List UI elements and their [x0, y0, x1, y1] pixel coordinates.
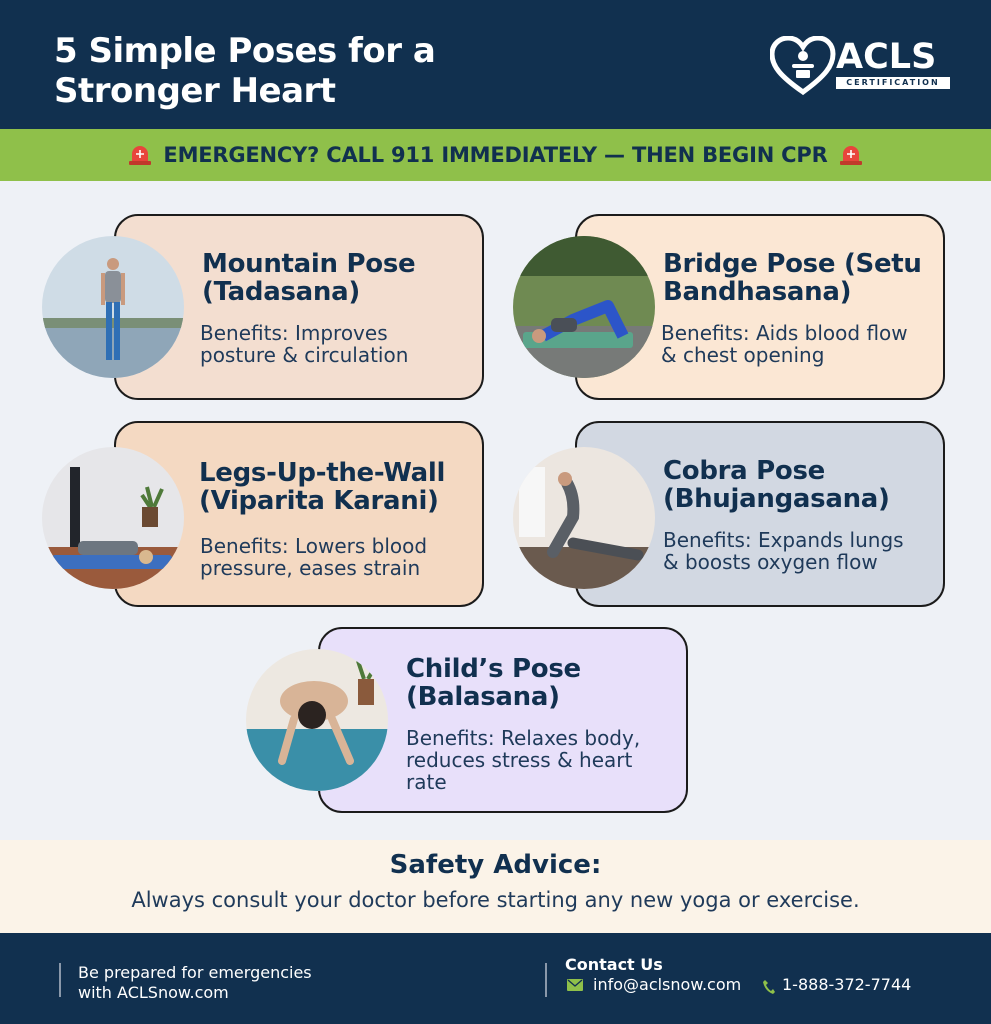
siren-icon	[838, 144, 864, 166]
email-icon	[567, 979, 583, 991]
footer-tagline: Be prepared for emergencies with ACLSnow.com	[78, 963, 312, 1002]
logo-subtext: CERTIFICATION	[836, 77, 950, 89]
title-line-1: 5 Simple Poses for a	[54, 31, 436, 71]
divider	[59, 963, 61, 997]
pose-name: Child’s Pose (Balasana)	[406, 654, 581, 712]
emergency-text: EMERGENCY? CALL 911 IMMEDIATELY — THEN BEGIN CPR	[163, 143, 828, 167]
contact-heading: Contact Us	[565, 955, 663, 974]
contact-email[interactable]: info@aclsnow.com	[593, 975, 742, 994]
safety-title: Safety Advice:	[389, 850, 602, 880]
pose-name: Bridge Pose (Setu Bandhasana)	[663, 249, 922, 307]
child-pose-photo	[246, 649, 388, 791]
bridge-pose-photo	[513, 236, 655, 378]
pose-benefit: Benefits: Relaxes body, reduces stress & heart rate	[406, 726, 641, 794]
divider	[545, 963, 547, 997]
legs-up-the-wall-photo	[42, 447, 184, 589]
pose-name: Cobra Pose (Bhujangasana)	[663, 456, 890, 514]
pose-benefit: Benefits: Expands lungs & boosts oxygen flow	[663, 528, 904, 574]
mountain-pose-photo	[42, 236, 184, 378]
siren-icon	[127, 144, 153, 166]
pose-benefit: Benefits: Aids blood flow & chest opening	[661, 321, 908, 367]
pose-name: Legs-Up-the-Wall (Viparita Karani)	[199, 458, 446, 516]
pose-name: Mountain Pose (Tadasana)	[202, 249, 416, 307]
logo-text: ACLS	[836, 37, 937, 77]
safety-text: Always consult your doctor before starting any new yoga or exercise.	[131, 888, 860, 912]
pose-benefit: Benefits: Improves posture & circulation	[200, 321, 409, 367]
emergency-banner	[0, 129, 991, 181]
title-line-2: Stronger Heart	[54, 71, 336, 111]
contact-phone[interactable]: 1-888-372-7744	[782, 975, 912, 994]
pose-benefit: Benefits: Lowers blood pressure, eases strain	[200, 534, 428, 580]
cobra-pose-photo	[513, 447, 655, 589]
page-title	[54, 31, 514, 111]
phone-icon	[762, 979, 776, 995]
